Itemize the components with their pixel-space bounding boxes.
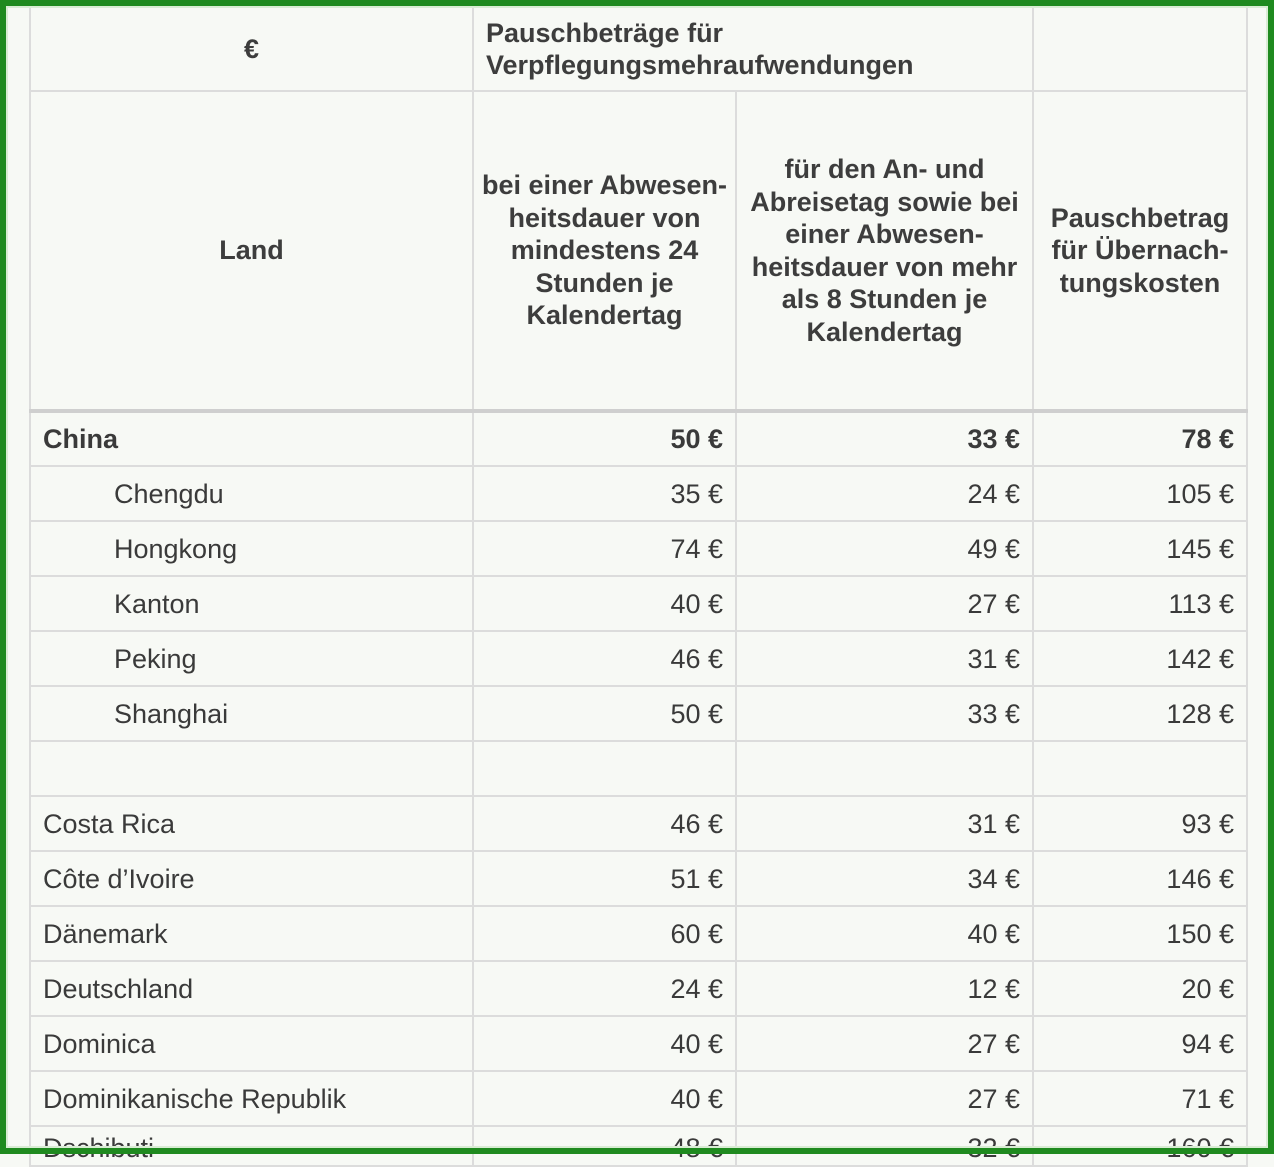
cell-uebernachtung: 94 € xyxy=(1033,1016,1247,1071)
table-row xyxy=(30,576,1247,631)
cell-8h: 31 € xyxy=(736,631,1033,686)
table-row xyxy=(30,466,1247,521)
cell-uebernachtung: 128 € xyxy=(1033,686,1247,741)
group-header: Pauschbeträge für Verpflegungsmehraufwendungen xyxy=(473,7,1033,91)
table-row xyxy=(30,741,1247,796)
cell-24h: 24 € xyxy=(473,961,736,1016)
allowance-table xyxy=(29,6,1248,1167)
table-row xyxy=(30,1071,1247,1126)
table-body xyxy=(30,411,1247,1166)
cell-land: Costa Rica xyxy=(30,796,473,851)
cell-8h: 49 € xyxy=(736,521,1033,576)
cell-8h: 33 € xyxy=(736,411,1033,466)
cell-land: Chengdu xyxy=(30,466,473,521)
empty-header xyxy=(1033,7,1247,91)
cell-uebernachtung: 160 € xyxy=(1033,1126,1247,1166)
cell-land: Dominica xyxy=(30,1016,473,1071)
cell-24h: 40 € xyxy=(473,1071,736,1126)
currency-header: € xyxy=(30,7,473,91)
cell-uebernachtung: 150 € xyxy=(1033,906,1247,961)
cell-land: Dschibuti xyxy=(30,1126,473,1166)
cell-8h: 40 € xyxy=(736,906,1033,961)
table-row xyxy=(30,1016,1247,1071)
col-header-uebernachtung: Pauschbetrag für Übernach-tungskosten xyxy=(1033,91,1247,411)
cell-24h: 50 € xyxy=(473,411,736,466)
cell-24h: 50 € xyxy=(473,686,736,741)
cell-8h: 31 € xyxy=(736,796,1033,851)
cell-uebernachtung xyxy=(1033,741,1247,796)
cell-24h: 46 € xyxy=(473,796,736,851)
cell-land: Deutschland xyxy=(30,961,473,1016)
cell-land: Peking xyxy=(30,631,473,686)
table-row xyxy=(30,631,1247,686)
header-row-top xyxy=(30,7,1247,91)
cell-24h: 40 € xyxy=(473,1016,736,1071)
cell-24h: 46 € xyxy=(473,631,736,686)
cell-uebernachtung: 93 € xyxy=(1033,796,1247,851)
table-row xyxy=(30,961,1247,1016)
cell-land: Hongkong xyxy=(30,521,473,576)
cell-24h xyxy=(473,741,736,796)
cell-8h: 27 € xyxy=(736,1071,1033,1126)
table-row xyxy=(30,686,1247,741)
header-row-columns xyxy=(30,91,1247,411)
cell-land: Côte d’Ivoire xyxy=(30,851,473,906)
cell-24h: 60 € xyxy=(473,906,736,961)
cell-land: Shanghai xyxy=(30,686,473,741)
cell-24h: 40 € xyxy=(473,576,736,631)
cell-8h: 33 € xyxy=(736,686,1033,741)
cell-uebernachtung: 20 € xyxy=(1033,961,1247,1016)
table-row xyxy=(30,851,1247,906)
col-header-land: Land xyxy=(30,91,473,411)
col-header-24h: bei einer Abwesen-heitsdauer von mindestens 24 Stunden je Kalendertag xyxy=(473,91,736,411)
cell-uebernachtung: 71 € xyxy=(1033,1071,1247,1126)
cell-land: Kanton xyxy=(30,576,473,631)
cell-8h xyxy=(736,741,1033,796)
cell-land: Dänemark xyxy=(30,906,473,961)
cell-24h: 48 € xyxy=(473,1126,736,1166)
table-row xyxy=(30,411,1247,466)
cell-uebernachtung: 105 € xyxy=(1033,466,1247,521)
cell-8h: 27 € xyxy=(736,576,1033,631)
cell-uebernachtung: 78 € xyxy=(1033,411,1247,466)
cell-uebernachtung: 145 € xyxy=(1033,521,1247,576)
cell-8h: 12 € xyxy=(736,961,1033,1016)
col-header-8h: für den An- und Abreisetag sowie bei einer Abwesen-heitsdauer von mehr als 8 Stunden je Kalendertag xyxy=(736,91,1033,411)
table-row xyxy=(30,906,1247,961)
cell-24h: 51 € xyxy=(473,851,736,906)
cell-24h: 35 € xyxy=(473,466,736,521)
cell-land: China xyxy=(30,411,473,466)
cell-8h: 34 € xyxy=(736,851,1033,906)
cell-uebernachtung: 113 € xyxy=(1033,576,1247,631)
table-row xyxy=(30,796,1247,851)
cell-24h: 74 € xyxy=(473,521,736,576)
cell-8h: 27 € xyxy=(736,1016,1033,1071)
cell-land: Dominikanische Republik xyxy=(30,1071,473,1126)
cell-8h: 32 € xyxy=(736,1126,1033,1166)
cell-uebernachtung: 146 € xyxy=(1033,851,1247,906)
cell-uebernachtung: 142 € xyxy=(1033,631,1247,686)
table-row xyxy=(30,521,1247,576)
table-row xyxy=(30,1126,1247,1166)
cell-land xyxy=(30,741,473,796)
cell-8h: 24 € xyxy=(736,466,1033,521)
